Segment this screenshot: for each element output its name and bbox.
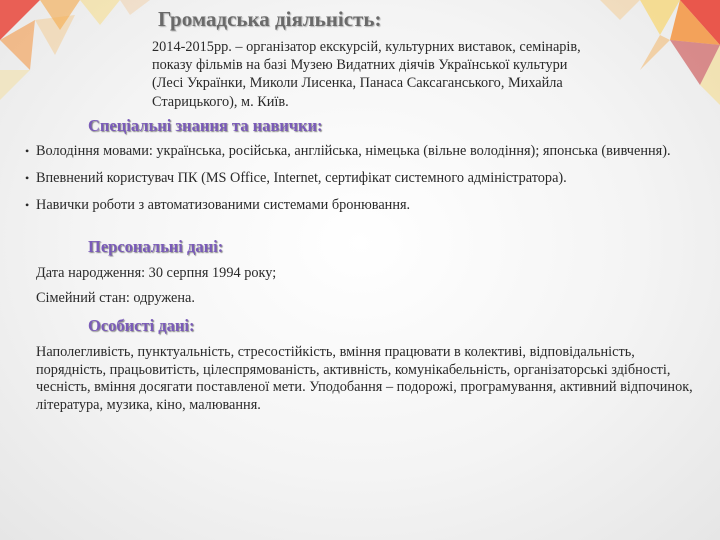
skills-list-item: [25, 142, 708, 160]
decorative-triangles-left: [0, 0, 150, 110]
personal-qualities-text: Наполегливість, пунктуальність, стресостійкість, вміння працювати в колективі, відповідальність, порядність, працьовитість, цілеспрямованість, активність, комунікабельність, організаторські здібності, чесність, вміння досягати поставленої мети. Уподобання – подорожі, програмування, активний відпочинок, література, музика, кіно, малювання.: [36, 344, 693, 413]
birth-date-text: Дата народження: 30 серпня 1994 року;: [36, 265, 277, 281]
marital-status-text: Сімейний стан: одружена.: [36, 290, 195, 306]
skill-text: Навички роботи з автоматизованими системами бронювання.: [36, 197, 411, 213]
bullet-icon: •: [25, 144, 30, 158]
heading-personal-qualities: Особисті дані:: [88, 316, 195, 335]
skills-list-item: [25, 169, 708, 187]
bullet-icon: •: [25, 171, 30, 185]
skill-text: Володіння мовами: українська, російська, англійська, німецька (вільне володіння); японська (вивчення).: [36, 143, 671, 159]
skills-list-item: [25, 196, 708, 214]
civic-activity-text: 2014-2015рр. – організатор екскурсій, культурних виставок, семінарів, показу фільмів на базі Музею Видатних діячів Української культури (Лесі Українки, Миколи Лисенка, Панаса Саксаганського, Михайла Старицького), м. Київ.: [152, 39, 581, 110]
heading-civic-activity: Громадська діяльність:: [158, 7, 382, 31]
skills-list: [25, 142, 708, 223]
heading-special-skills: Спеціальні знання та навички:: [88, 116, 323, 135]
bullet-icon: •: [25, 198, 30, 212]
heading-personal-data: Персональні дані:: [88, 237, 224, 256]
skill-text: Впевнений користувач ПК (MS Office, Internet, сертифікат системного адміністратора).: [36, 170, 567, 186]
